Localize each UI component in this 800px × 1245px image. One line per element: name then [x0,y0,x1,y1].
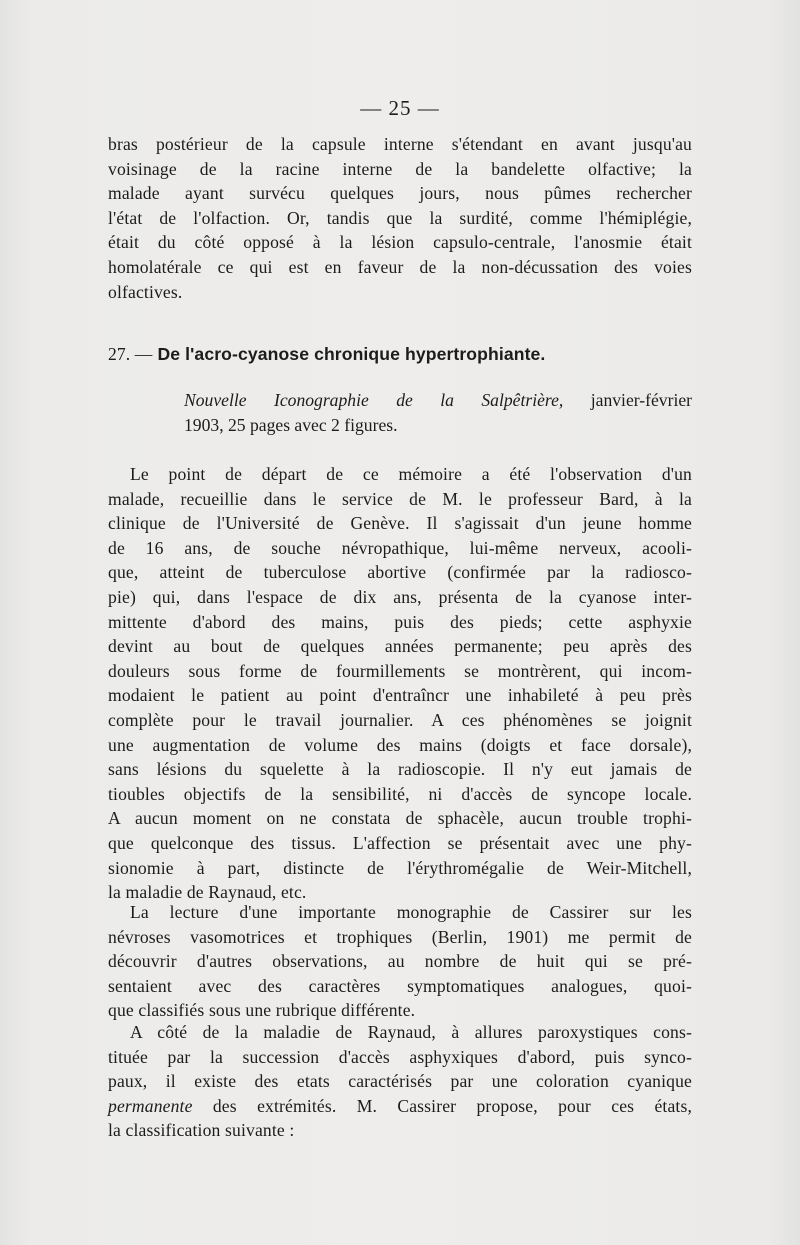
section-number: 27. — [108,344,153,364]
text-fragment: des extrémités. M. Cassirer propose, pour ces états, [192,1095,692,1116]
text-line: découvrir d'autres observations, au nombre de huit qui se pré- [108,951,692,972]
text-line: clinique de l'Université de Genève. Il s'agissait d'un jeune homme [108,513,692,534]
text-line: devint au bout de quelques années permanente; peu après des [108,636,692,657]
text-line: sentaient avec des caractères symptomatiques analogues, quoi- [108,975,692,996]
text-line: que quelconque des tissus. L'affection se présentait avec une phy- [108,832,692,853]
text-line: pie) qui, dans l'espace de dix ans, présenta de la cyanose inter- [108,586,692,607]
paragraph-classification [108,1020,692,1143]
text-line: sionomie à part, distincte de l'érythromégalie de Weir-Mitchell, [108,857,692,878]
text-line: douleurs sous forme de fourmillements se montrèrent, qui incom- [108,660,692,681]
text-line: La lecture d'une importante monographie de Cassirer sur les [130,902,692,922]
section-heading [108,342,692,366]
text-line: bras postérieur de la capsule interne s'étendant en avant jusqu'au [108,134,692,154]
citation-date: janvier-février [590,390,692,410]
text-line: que classifiés sous une rubrique différente. [108,1000,416,1021]
text-line: A côté de la maladie de Raynaud, à allures paroxystiques cons- [130,1022,692,1042]
page-number: — 25 — [360,96,440,120]
text-line: que, atteint de tuberculose abortive (confirmée par la radiosco- [108,562,692,583]
citation [184,388,692,437]
text-line: la classification suivante : [108,1120,295,1141]
text-line: névroses vasomotrices et trophiques (Berlin, 1901) me permit de [108,926,692,947]
text-line: homolatérale ce qui est en faveur de la non-décussation des voies [108,256,692,277]
text-line: A aucun moment on ne constata de sphacèle, aucun trouble trophi- [108,808,692,829]
text-line [108,1094,692,1119]
text-line: paux, il existe des etats caractérisés par une coloration cyanique [108,1071,692,1092]
paragraph-cassirer [108,900,692,1023]
text-line: la maladie de Raynaud, etc. [108,882,307,903]
text-line: modaient le patient au point d'entraîncr une inhabileté à peu près [108,685,692,706]
text-line: mittente d'abord des mains, puis des pieds; cette asphyxie [108,611,692,632]
text-line: Le point de départ de ce mémoire a été l'observation d'un [130,464,692,484]
text-line: complète pour le travail journalier. A ces phénomènes se joignit [108,709,692,730]
paragraph-olfaction [108,132,692,304]
text-line: olfactives. [108,281,183,302]
text-line: malade ayant survécu quelques jours, nous pûmes rechercher [108,183,692,204]
text-line: voisinage de la racine interne de la bandelette olfactive; la [108,158,692,179]
journal-title: Nouvelle Iconographie de la Salpêtrière, [184,390,564,410]
citation-line: 1903, 25 pages avec 2 figures. [184,414,398,435]
text-line: une augmentation de volume des mains (doigts et face dorsale), [108,734,692,755]
section-title: De l'acro-cyanose chronique hypertrophiante. [157,344,546,364]
paragraph-observation [108,462,692,905]
emphasis-word: permanente [108,1095,193,1116]
text-line: tituée par la succession d'accès asphyxiques d'abord, puis synco- [108,1046,692,1067]
text-line: malade, recueillie dans le service de M. le professeur Bard, à la [108,488,692,509]
text-line: tioubles objectifs de la sensibilité, ni d'accès de syncope locale. [108,783,692,804]
text-line: sans lésions du squelette à la radioscopie. Il n'y eut jamais de [108,759,692,780]
text-line: était du côté opposé à la lésion capsulo-centrale, l'anosmie était [108,232,692,253]
text-line: de 16 ans, de souche névropathique, lui-même nerveux, acooli- [108,537,692,558]
citation-line [184,388,692,413]
text-line: l'état de l'olfaction. Or, tandis que la surdité, comme l'hémiplégie, [108,207,692,228]
